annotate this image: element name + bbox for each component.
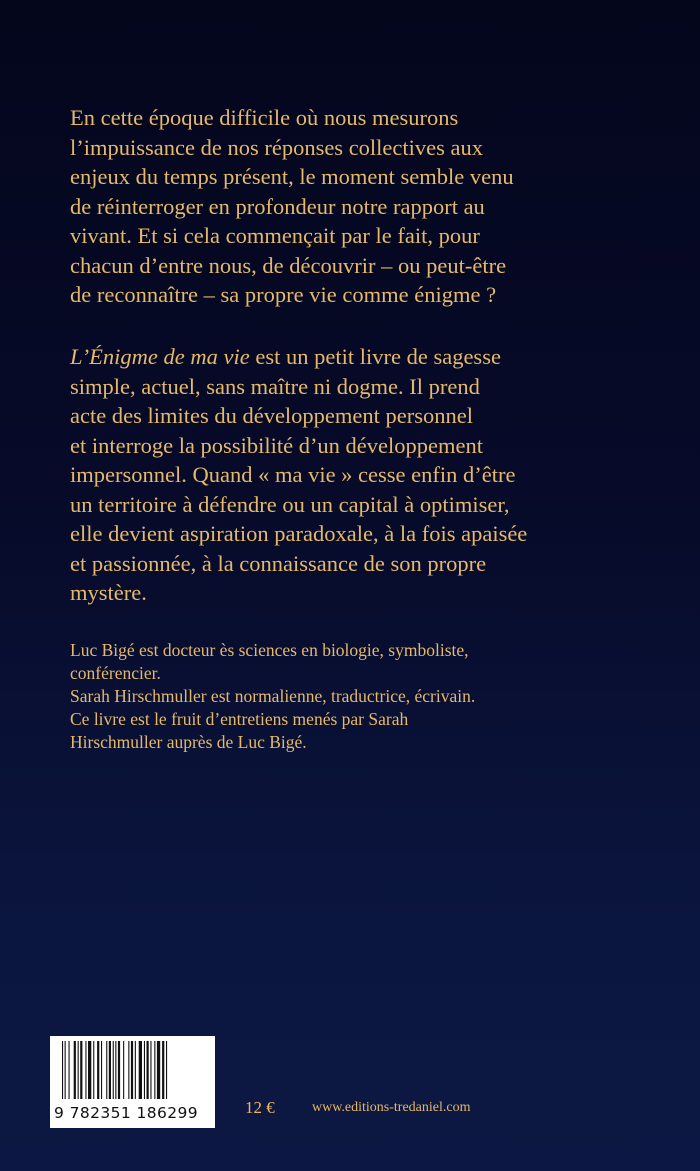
description-paragraph bbox=[70, 342, 527, 608]
text-line: Hirschmuller auprès de Luc Bigé. bbox=[70, 732, 307, 752]
barcode-bar bbox=[106, 1041, 107, 1099]
text-line: de réinterroger en profondeur notre rapport au bbox=[70, 193, 485, 219]
text-line: acte des limites du développement personnel bbox=[70, 403, 474, 428]
barcode-bar bbox=[147, 1041, 149, 1099]
authors-paragraph bbox=[70, 639, 475, 754]
barcode-bar bbox=[123, 1041, 124, 1099]
text-line: Sarah Hirschmuller est normalienne, traductrice, écrivain. bbox=[70, 686, 476, 706]
barcode-bar bbox=[166, 1041, 167, 1099]
text-line: enjeux du temps présent, le moment semble venu bbox=[70, 164, 514, 189]
isbn-number: 9 782351 186299 bbox=[54, 1104, 199, 1122]
text-line: simple, actuel, sans maître ni dogme. Il prend bbox=[70, 373, 480, 399]
text-line: Luc Bigé est docteur ès sciences en biologie, symboliste, bbox=[70, 640, 469, 660]
barcode-bar bbox=[65, 1041, 66, 1099]
price: 12 € bbox=[245, 1098, 275, 1117]
barcode-bar bbox=[97, 1041, 99, 1099]
barcode-bar bbox=[101, 1041, 102, 1099]
barcode-bar bbox=[109, 1041, 111, 1099]
text-line: de reconnaître – sa propre vie comme énigme ? bbox=[70, 282, 497, 307]
barcode-bar bbox=[135, 1041, 136, 1099]
barcode-bar bbox=[162, 1041, 164, 1099]
barcode-bar bbox=[69, 1041, 70, 1099]
text-line: Ce livre est le fruit d’entretiens menés par Sarah bbox=[70, 709, 409, 729]
barcode-bar bbox=[154, 1041, 155, 1099]
text-line: chacun d’entre nous, de découvrir – ou peut-être bbox=[70, 252, 507, 278]
barcode-bar bbox=[62, 1041, 63, 1099]
text-line: elle devient aspiration paradoxale, à la fois apaisée bbox=[70, 521, 528, 546]
barcode-bar bbox=[115, 1041, 116, 1099]
barcode-bar bbox=[157, 1041, 160, 1099]
publisher-url: www.editions-tredaniel.com bbox=[312, 1100, 471, 1115]
text-span: est un petit livre de sagesse bbox=[249, 344, 501, 369]
barcode-bar bbox=[118, 1041, 120, 1099]
barcode-bar bbox=[150, 1041, 151, 1099]
barcode-bar bbox=[144, 1041, 145, 1099]
text-line: vivant. Et si cela commençait par le fait, pour bbox=[70, 223, 480, 248]
text-line: et passionnée, à la connaissance de son propre bbox=[70, 550, 487, 576]
barcode-bar bbox=[139, 1041, 142, 1099]
barcode-bar bbox=[128, 1041, 129, 1099]
book-title: L’Énigme de ma vie bbox=[70, 344, 250, 369]
text-line: impersonnel. Quand « ma vie » cesse enfin d’être bbox=[70, 462, 516, 487]
text-line: mystère. bbox=[70, 580, 147, 605]
text-line: et interroge la possibilité d’un développement bbox=[70, 432, 484, 458]
barcode-bar bbox=[78, 1041, 79, 1099]
barcode-bar bbox=[85, 1041, 86, 1099]
text-line: un territoire à défendre ou un capital à optimiser, bbox=[70, 491, 510, 517]
intro-paragraph bbox=[70, 103, 514, 310]
barcode-bar bbox=[74, 1041, 76, 1099]
text-line: En cette époque difficile où nous mesurons bbox=[70, 105, 459, 130]
barcode-bar bbox=[113, 1041, 114, 1099]
text-line: l’impuissance de nos réponses collectives aux bbox=[70, 134, 484, 160]
barcode-bar bbox=[88, 1041, 91, 1099]
text-line bbox=[70, 342, 527, 372]
barcode-bars bbox=[62, 1041, 206, 1099]
isbn-barcode bbox=[50, 1036, 215, 1128]
barcode-bar bbox=[131, 1041, 133, 1099]
barcode-bar bbox=[80, 1041, 82, 1099]
text-line: conférencier. bbox=[70, 663, 161, 683]
barcode-bar bbox=[93, 1041, 94, 1099]
